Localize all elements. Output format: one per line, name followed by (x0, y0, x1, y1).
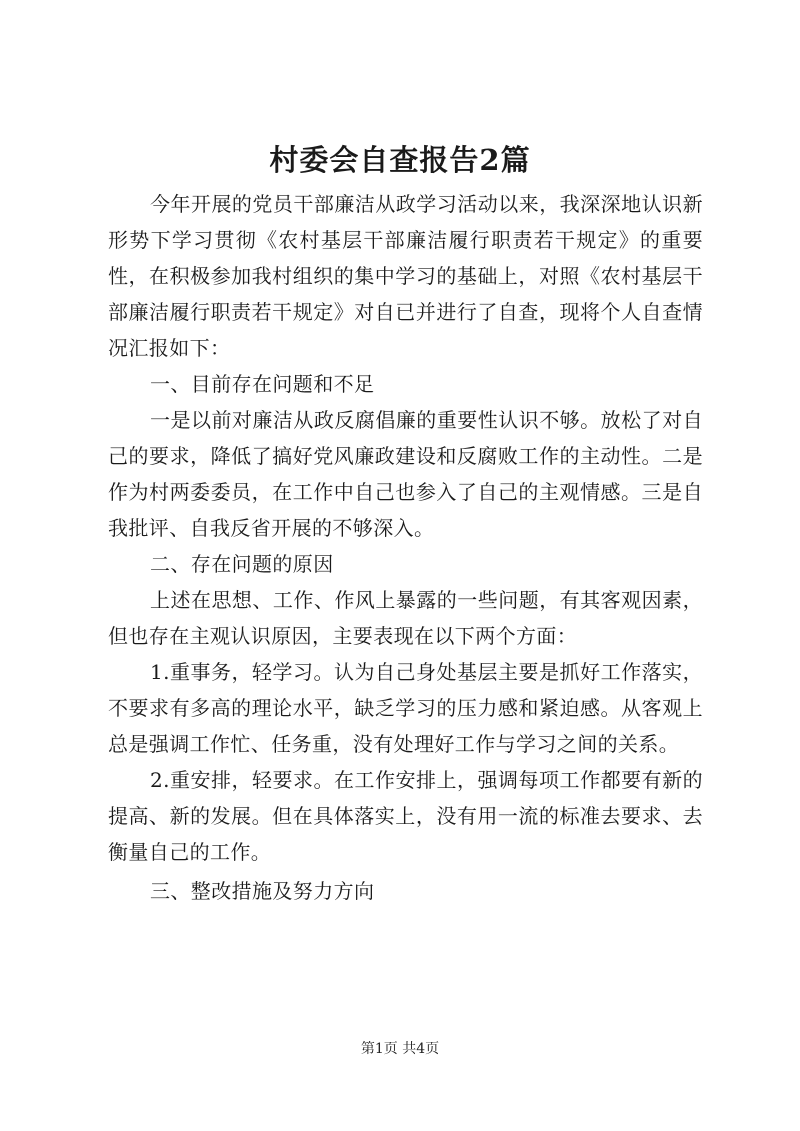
section-heading-causes: 二、存在问题的原因 (150, 552, 334, 576)
cause-item-1: 1.重事务，轻学习。认为自己身处基层主要是抓好工作落实，不要求有多高的理论水平，缺乏学习的压力感和紧迫感。从客观上总是强调工作忙、任务重，没有处理好工作与学习之间的关系。 (108, 660, 703, 756)
intro-paragraph: 今年开展的党员干部廉洁从政学习活动以来，我深深地认识新形势下学习贯彻《农村基层干部廉洁履行职责若干规定》的重要性，在积极参加我村组织的集中学习的基础上，对照《农村基层干部廉洁履行职责若干规定》对自已并进行了自查，现将个人自查情况汇报如下： (108, 192, 703, 360)
cause-item-2: 2.重安排，轻要求。在工作安排上，强调每项工作都要有新的提高、新的发展。但在具体落实上，没有用一流的标准去要求、去衡量自己的工作。 (108, 768, 703, 864)
causes-paragraph: 上述在思想、工作、作风上暴露的一些问题，有其客观因素，但也存在主观认识原因，主要表现在以下两个方面： (108, 588, 703, 648)
document-body (108, 186, 703, 909)
section-heading-measures: 三、整改措施及努力方向 (150, 879, 375, 903)
problems-paragraph: 一是以前对廉洁从政反腐倡廉的重要性认识不够。放松了对自己的要求，降低了搞好党风廉政建设和反腐败工作的主动性。二是作为村两委委员，在工作中自己也参入了自己的主观情感。三是自我批评、自我反省开展的不够深入。 (108, 408, 703, 540)
page-footer: 第1页 共4页 (360, 1041, 440, 1057)
section-heading-problems: 一、目前存在问题和不足 (150, 372, 375, 396)
document-title: 村委会自查报告2篇 (269, 143, 531, 177)
